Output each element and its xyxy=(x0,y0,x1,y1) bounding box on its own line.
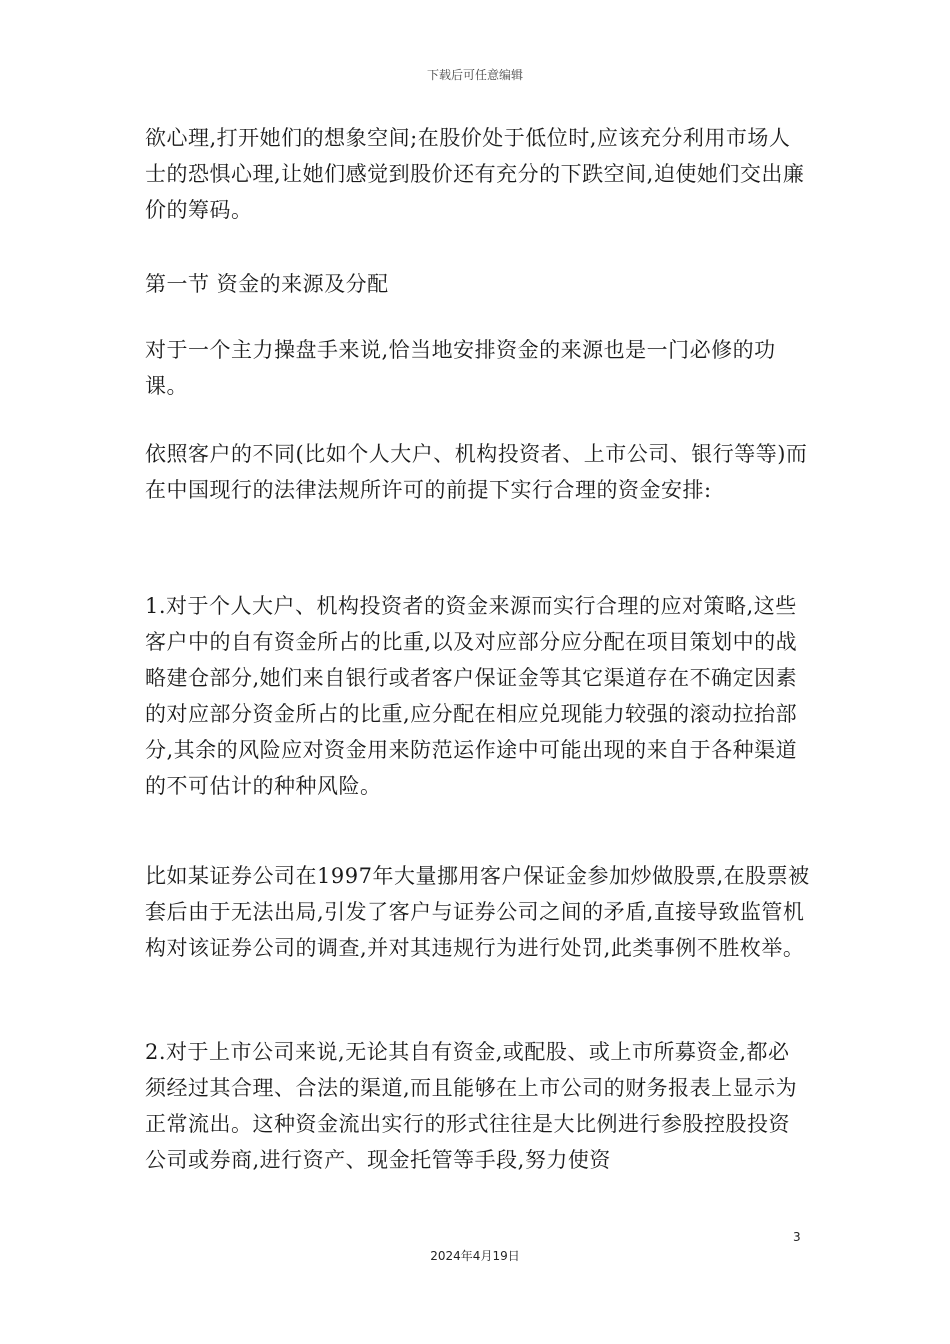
paragraph-continuation xyxy=(145,120,810,228)
paragraph-text: 依照客户的不同(比如个人大户、机构投资者、上市公司、银行等等)而在中国现行的法律法规所许可的前提下实行合理的资金安排: xyxy=(145,442,808,502)
paragraph-item-1 xyxy=(145,588,810,804)
paragraph-example xyxy=(145,858,810,966)
paragraph-intro xyxy=(145,332,810,404)
page-number: 3 xyxy=(793,1230,801,1244)
paragraph-text: 1.对于个人大户、机构投资者的资金来源而实行合理的应对策略,这些客户中的自有资金所占的比重,以及对应部分应分配在项目策划中的战略建仓部分,她们来自银行或者客户保证金等其它渠道存在不确定因素的对应部分资金所占的比重,应分配在相应兑现能力较强的滚动拉抬部分,其余的风险应对资金用来防范运作途中可能出现的来自于各种渠道的不可估计的种种风险。 xyxy=(145,594,798,798)
paragraph-arrangement xyxy=(145,436,810,508)
paragraph-text: 欲心理,打开她们的想象空间;在股价处于低位时,应该充分利用市场人士的恐惧心理,让她们感觉到股价还有充分的下跌空间,迫使她们交出廉价的筹码。 xyxy=(145,126,805,222)
section-heading xyxy=(145,266,810,302)
paragraph-text: 2.对于上市公司来说,无论其自有资金,或配股、或上市所募资金,都必须经过其合理、合法的渠道,而且能够在上市公司的财务报表上显示为正常流出。这种资金流出实行的形式往往是大比例进行参股控股投资公司或券商,进行资产、现金托管等手段,努力使资 xyxy=(145,1040,798,1172)
paragraph-text: 比如某证券公司在1997年大量挪用客户保证金参加炒做股票,在股票被套后由于无法出局,引发了客户与证券公司之间的矛盾,直接导致监管机构对该证券公司的调查,并对其违规行为进行处罚,此类事例不胜枚举。 xyxy=(145,864,810,960)
paragraph-item-2 xyxy=(145,1034,810,1178)
page-footer-date: 2024年4月19日 xyxy=(430,1249,520,1263)
section-heading-text: 第一节 资金的来源及分配 xyxy=(145,272,389,296)
paragraph-text: 对于一个主力操盘手来说,恰当地安排资金的来源也是一门必修的功课。 xyxy=(145,338,776,398)
page-header: 下载后可任意编辑 xyxy=(426,68,523,82)
